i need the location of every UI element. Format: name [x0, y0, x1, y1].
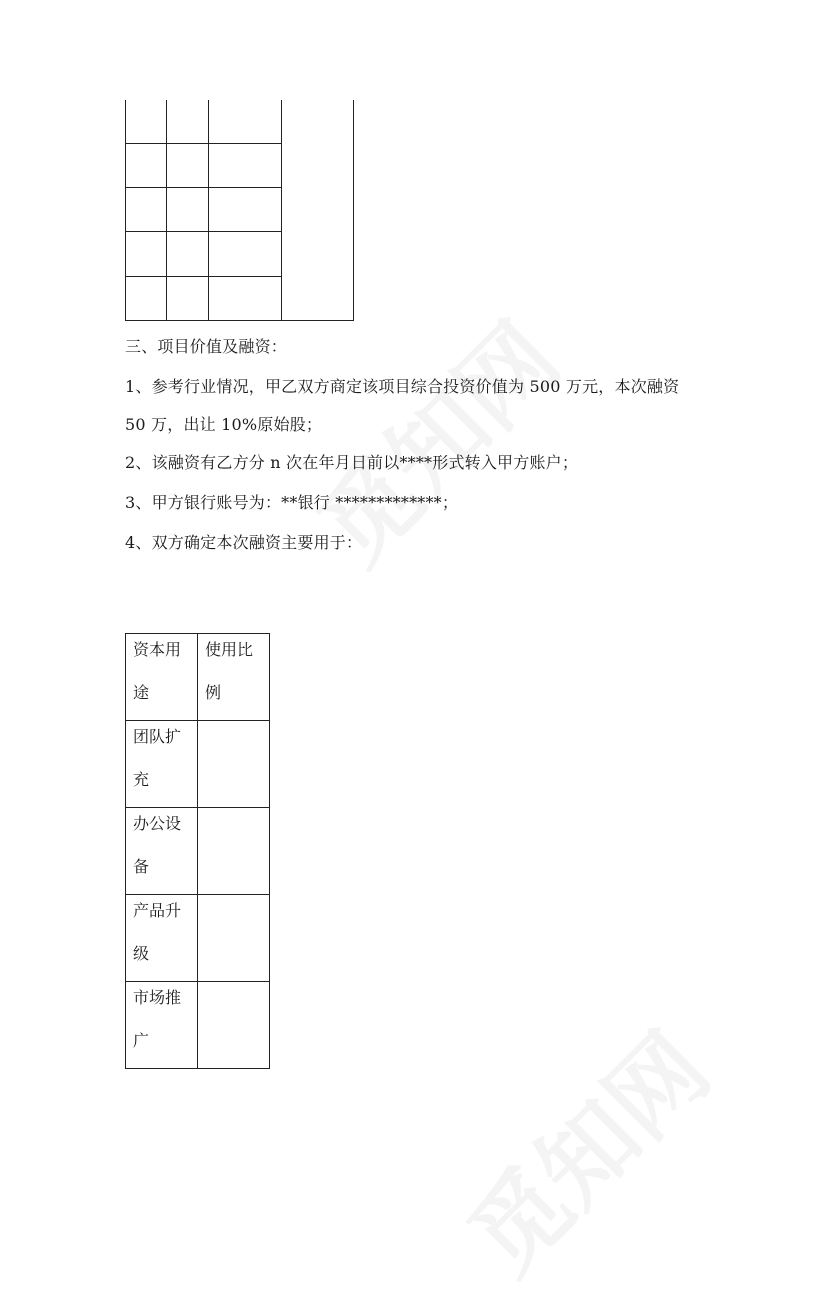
paragraph-item-1: 1、参考行业情况，甲乙双方商定该项目综合投资价值为 500 万元，本次融资: [125, 377, 680, 396]
table-cell: [198, 808, 270, 895]
table-border-right: [353, 100, 354, 321]
table-row-divider: [125, 231, 282, 232]
ratio-value: [198, 796, 269, 802]
table-column-divider: [166, 100, 167, 321]
table-header-cell: [198, 634, 270, 721]
table-cell: [126, 721, 198, 808]
table-column-divider: [208, 100, 209, 321]
use-label: 办公设备: [133, 814, 182, 876]
table-row: [126, 721, 270, 808]
table-row-divider: [125, 276, 282, 277]
ratio-value: [198, 883, 269, 889]
header-usage-ratio: 使用比例: [205, 640, 254, 702]
section-heading: 三、项目价值及融资：: [125, 337, 288, 356]
table-border-bottom: [125, 320, 354, 321]
capital-use-table: [125, 633, 270, 1069]
paragraph-item-4: 4、双方确定本次融资主要用于：: [125, 533, 363, 552]
table-row: [126, 982, 270, 1069]
table-cell: [198, 895, 270, 982]
ratio-value: [198, 970, 269, 976]
watermark: [434, 998, 735, 1299]
table-header-row: [126, 634, 270, 721]
use-label: 市场推广: [133, 988, 182, 1050]
table-cell: [198, 982, 270, 1069]
table-header-cell: [126, 634, 198, 721]
table-cell: [198, 721, 270, 808]
paragraph-item-3: 3、甲方银行账号为：**银行 *************；: [125, 493, 459, 512]
continued-table: [125, 100, 354, 321]
paragraph-item-2: 2、该融资有乙方分 n 次在年月日前以****形式转入甲方账户；: [125, 453, 579, 472]
table-column-divider: [281, 100, 282, 321]
use-label: 团队扩充: [133, 727, 182, 789]
table-row-divider: [125, 143, 282, 144]
use-label: 产品升级: [133, 901, 182, 963]
header-capital-use: 资本用途: [133, 640, 182, 702]
table-row-divider: [125, 187, 282, 188]
table-row: [126, 895, 270, 982]
paragraph-item-1-continued: 50 万，出让 10%原始股；: [125, 415, 323, 434]
table-border-left: [125, 100, 126, 321]
table-cell: [126, 982, 198, 1069]
table-row: [126, 808, 270, 895]
table-cell: [126, 895, 198, 982]
table-cell: [126, 808, 198, 895]
